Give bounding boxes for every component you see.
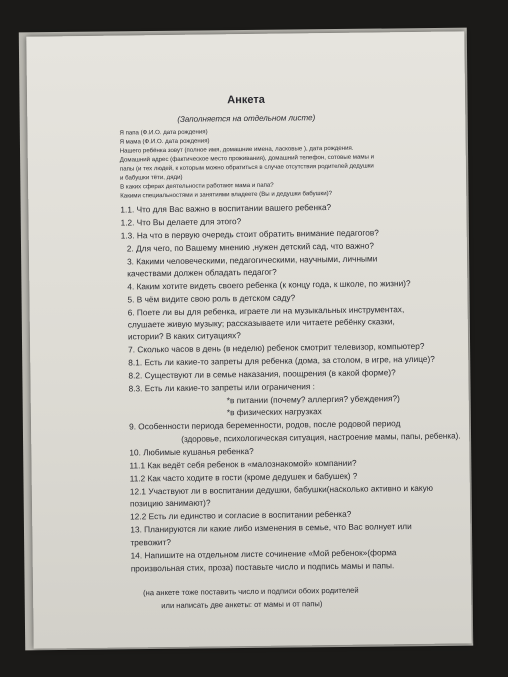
question-line: 1.3. На что в первую очередь стоит обратить внимание педагогов? <box>120 227 379 241</box>
question-line: 11.1 Как ведёт себя ребенок в «малознакомой» компании? <box>129 457 357 471</box>
question-line: произвольная стих, проза) поставьте число и подпись мамы и папы. <box>130 560 395 574</box>
question-line: 13. Планируются ли какие либо изменения в семье, что Вас волнует или <box>130 521 412 535</box>
intro-line: и бабушки тёти, дяди) <box>119 173 183 182</box>
question-line: 8.1. Есть ли какие-то запреты для ребенка (дома, за столом, в игре, на улице)? <box>128 353 435 368</box>
question-line: 6. Поете ли вы для ребенка, играете ли на музыкальных инструментах, <box>127 304 405 318</box>
question-line: позицию занимают)? <box>129 497 211 509</box>
intro-line: Я папа (Ф.И.О. дата рождения) <box>119 128 208 137</box>
question-line: тревожит? <box>130 536 171 548</box>
intro-line: Домашний адрес (фактическое место проживания), домашний телефон, сотовые мамы и <box>119 153 375 164</box>
document-subtitle: (Заполняется на отдельном листе) <box>177 113 316 124</box>
question-line: 3. Какими человеческими, педагогическими, научными, личными <box>126 253 378 267</box>
question-line: 9. Особенности периода беременности, родов, после родовой период <box>128 418 401 432</box>
question-line: (здоровье, психологическая ситуация, настроение мамы, папы, ребенка). <box>181 430 461 444</box>
intro-line: Какими специальностями и занятиями владеете (Вы и дедушки бабушки)? <box>120 189 333 200</box>
question-line: 11.2 Как часто ходите в гости (кроме дедушек и бабушек) ? <box>129 470 358 484</box>
question-line: 12.2 Есть ли единство и согласие в воспитании ребенка? <box>130 508 352 522</box>
question-line: 8.3. Есть ли какие-то запреты или ограничения : <box>128 381 315 394</box>
intro-line: папы (и тех людей, к которым можно обратиться в случае отсутствия родителей дедушки <box>119 162 374 173</box>
question-line: истории? В каких ситуациях? <box>127 330 241 342</box>
question-line: слушаете живую музыку; рассказываете или читаете ребёнку сказки, <box>127 316 395 330</box>
question-line: 10. Любимые кушанья ребенка? <box>129 445 254 458</box>
question-line: 7. Сколько часов в день (в неделю) ребенок смотрит телевизор, компьютер? <box>128 340 425 355</box>
footer-note: или написать две анкеты: от мамы и от папы) <box>161 599 323 611</box>
document-title: Анкета <box>227 93 265 107</box>
question-line: 2. Для чего, по Вашему мнению ,нужен детский сад, что важно? <box>126 240 375 254</box>
intro-line: Нашего ребёнка зовут (полное имя, домашние имена, ласковые ), дата рождения. <box>119 144 354 155</box>
questionnaire-sheet <box>26 31 471 648</box>
question-line: 5. В чём видите свою роль в детском саду? <box>127 292 296 305</box>
question-line: 4. Каким хотите видеть своего ребенка (к концу года, к школе, по жизни)? <box>127 278 411 292</box>
question-line: качествами должен обладать педагог? <box>127 266 277 279</box>
question-line: 1.1. Что для Вас важно в воспитании вашего ребенка? <box>120 201 332 215</box>
question-line: *в физических нагрузках <box>226 406 322 418</box>
intro-line: В каких сферах деятельности работают мама и папа? <box>120 181 274 191</box>
intro-line: Я мама (Ф.И.О. дата рождения) <box>119 137 210 146</box>
question-line: 1.2. Что Вы делаете для этого? <box>120 216 242 228</box>
footer-note: (на анкете тоже поставить число и подписи обоих родителей <box>143 585 359 598</box>
question-line: 8.2. Существуют ли в семье наказания, поощрения (в какой форме)? <box>128 367 396 381</box>
question-line: *в питании (почему? аллергия? убеждения?) <box>226 393 400 406</box>
question-line: 14. Напишите на отдельном листе сочинение «Мой ребенок»(форма <box>130 547 397 561</box>
question-line: 12.1 Участвуют ли в воспитании дедушки, бабушки(насколько активно и какую <box>129 482 434 497</box>
